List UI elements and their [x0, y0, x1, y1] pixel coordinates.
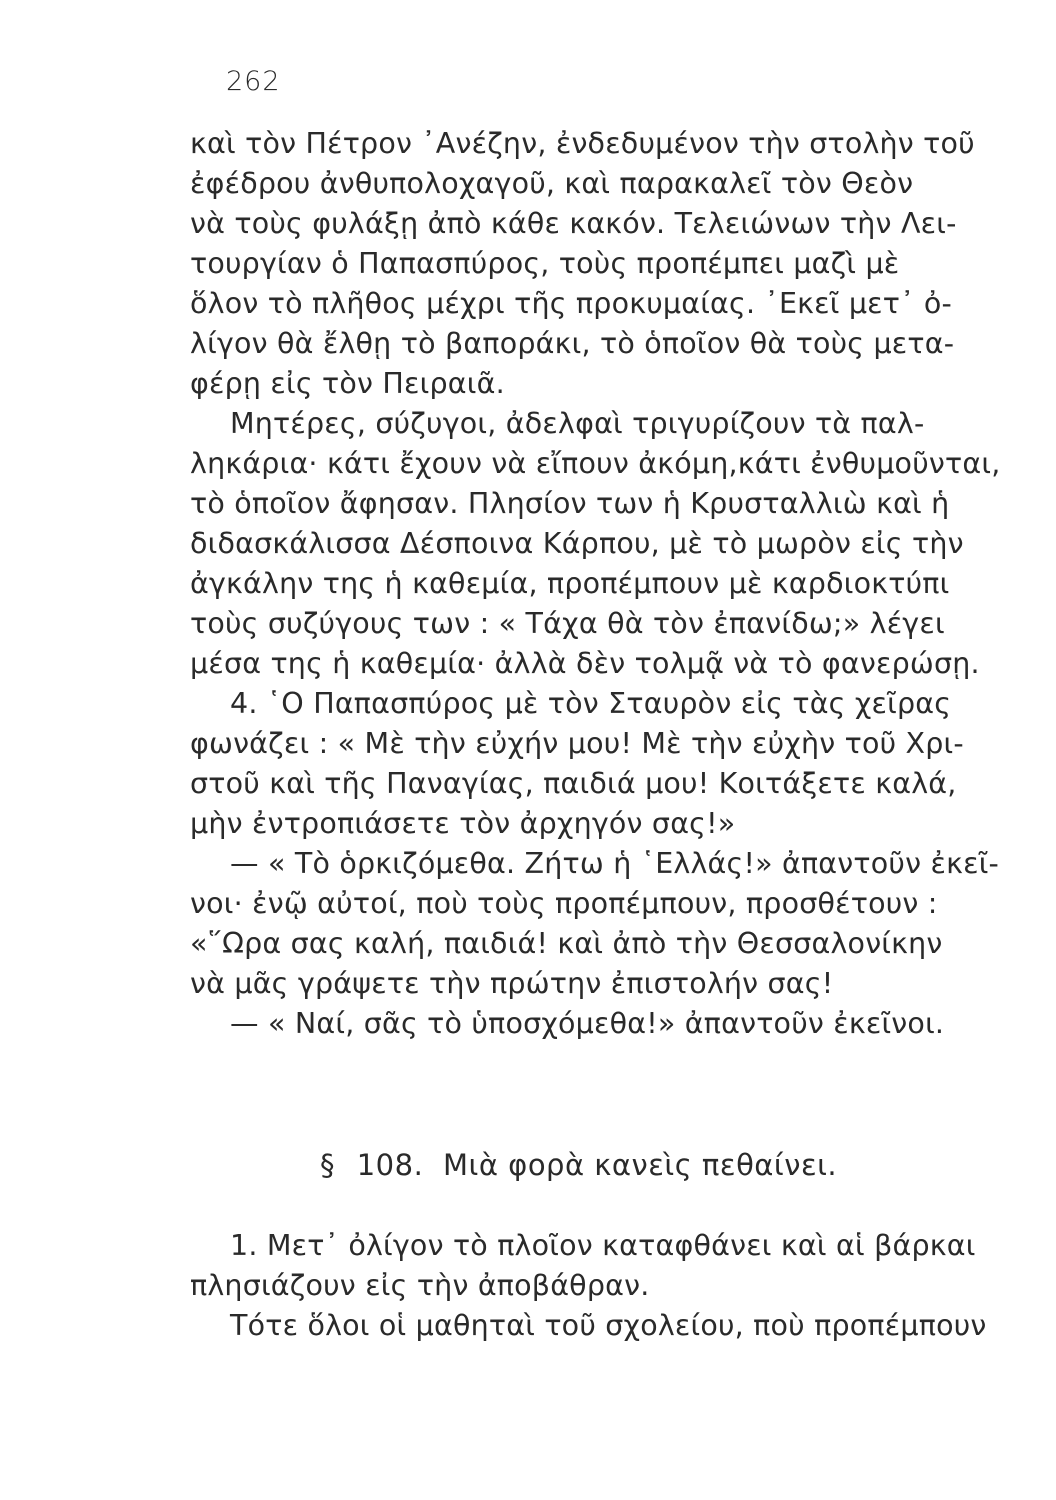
text-line: ἀγκάλην της ἡ καθεμία, προπέμπουν μὲ καρδιοκτύπι — [190, 567, 950, 600]
body-text — [190, 124, 1010, 1044]
section-body — [190, 1226, 1020, 1346]
text-line: Μητέρες, σύζυγοι, ἀδελφαὶ τριγυρίζουν τὰ παλ- — [230, 407, 925, 440]
text-line: νὰ μᾶς γράψετε τὴν πρώτην ἐπιστολήν σας! — [190, 967, 834, 1000]
text-line: πλησιάζουν εἰς τὴν ἀποβάθραν. — [190, 1269, 650, 1302]
text-line: «῞Ωρα σας καλή, παιδιά! καὶ ἀπὸ τὴν Θεσσαλονίκην — [190, 927, 943, 960]
text-line: μὴν ἐντροπιάσετε τὸν ἀρχηγόν σας!» — [190, 807, 736, 840]
text-line: ἐφέδρου ἀνθυπολοχαγοῦ, καὶ παρακαλεῖ τὸν Θεὸν — [190, 167, 914, 200]
text-line: λίγον θὰ ἔλθῃ τὸ βαποράκι, τὸ ὁποῖον θὰ τοὺς μετα- — [190, 327, 955, 360]
text-line: νὰ τοὺς φυλάξῃ ἀπὸ κάθε κακόν. Τελειώνων τὴν Λει- — [190, 207, 957, 240]
text-line: μέσα της ἡ καθεμία· ἀλλὰ δὲν τολμᾷ νὰ τὸ φανερώσῃ. — [190, 647, 980, 680]
text-line: φέρῃ εἰς τὸν Πειραιᾶ. — [190, 367, 505, 400]
page-number: 262 — [226, 66, 281, 97]
text-line: Τότε ὅλοι οἱ μαθηταὶ τοῦ σχολείου, ποὺ προπέμπουν — [230, 1309, 987, 1342]
text-line: — « Τὸ ὁρκιζόμεθα. Ζήτω ἡ ῾Ελλάς!» ἀπαντοῦν ἐκεῖ- — [230, 847, 1000, 880]
text-line: τοὺς συζύγους των : « Τάχα θὰ τὸν ἐπανίδω;» λέγει — [190, 607, 945, 640]
text-line: ὅλον τὸ πλῆθος μέχρι τῆς προκυμαίας. ᾿Εκεῖ μετ᾿ ὀ- — [190, 287, 952, 320]
section-number: 108. — [356, 1148, 424, 1182]
section-heading — [320, 1148, 837, 1182]
text-line: τὸ ὁποῖον ἄφησαν. Πλησίον των ἡ Κρυσταλλιὼ καὶ ἡ — [190, 487, 950, 520]
text-line: καὶ τὸν Πέτρον ᾿Ανέζην, ἐνδεδυμένον τὴν στολὴν τοῦ — [190, 127, 975, 160]
text-line: ληκάρια· κάτι ἔχουν νὰ εἴπουν ἀκόμη,κάτι ἐνθυμοῦνται, — [190, 447, 1001, 480]
section-title: Μιὰ φορὰ κανεὶς πεθαίνει. — [443, 1148, 838, 1182]
text-line: τουργίαν ὁ Παπασπύρος, τοὺς προπέμπει μαζὶ μὲ — [190, 247, 900, 280]
text-line: νοι· ἐνῷ αὐτοί, ποὺ τοὺς προπέμπουν, προσθέτουν : — [190, 887, 938, 920]
text-line: στοῦ καὶ τῆς Παναγίας, παιδιά μου! Κοιτάξετε καλά, — [190, 767, 957, 800]
text-line: 1. Μετ᾿ ὀλίγον τὸ πλοῖον καταφθάνει καὶ αἱ βάρκαι — [230, 1229, 976, 1262]
text-line: διδασκάλισσα Δέσποινα Κάρπου, μὲ τὸ μωρὸν εἰς τὴν — [190, 527, 964, 560]
text-line: 4. ῾Ο Παπασπύρος μὲ τὸν Σταυρὸν εἰς τὰς χεῖρας — [230, 687, 952, 720]
section-symbol: § — [320, 1148, 335, 1182]
text-line: φωνάζει : « Μὲ τὴν εὐχήν μου! Μὲ τὴν εὐχὴν τοῦ Χρι- — [190, 727, 964, 760]
text-line: — « Ναί, σᾶς τὸ ὑποσχόμεθα!» ἀπαντοῦν ἐκεῖνοι. — [230, 1007, 945, 1040]
